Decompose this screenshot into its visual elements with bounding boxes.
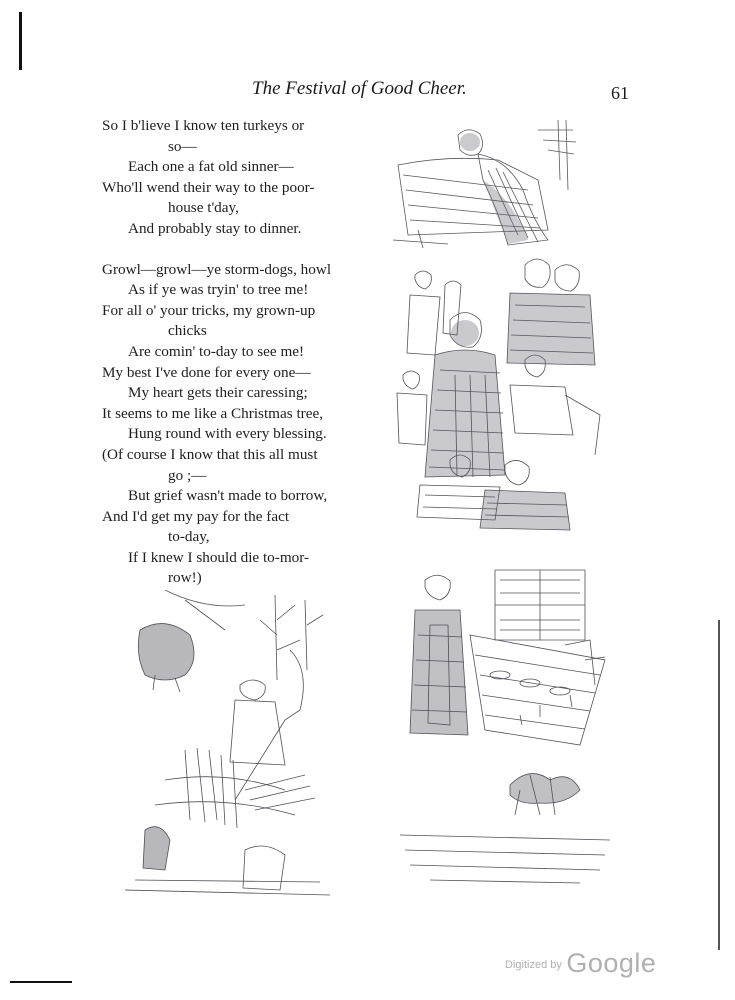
digitized-by-google-mark <box>505 948 656 979</box>
scan-edge-top-left <box>19 12 22 70</box>
poem-line: Growl—growl—ye storm-dogs, howl <box>102 260 332 278</box>
poem-line: Each one a fat old sinner— <box>128 158 294 176</box>
poem-line: so— <box>168 137 197 155</box>
poem-line: As if ye was tryin' to tree me! <box>128 281 309 299</box>
poem-line: Are comin' to-day to see me! <box>128 342 305 360</box>
google-logo: Google <box>566 948 657 978</box>
poem-line: Who'll wend their way to the poor- <box>102 178 315 196</box>
poem-line: So I b'lieve I know ten turkeys or <box>102 117 305 134</box>
illustration-bedside <box>388 120 578 250</box>
digitized-by-label: Digitized by <box>505 959 562 971</box>
page-number: 61 <box>611 83 629 103</box>
poem-line: It seems to me like a Christmas tree, <box>102 404 324 422</box>
poem-line: My heart gets their caressing; <box>128 384 308 402</box>
poem-line: And I'd get my pay for the fact <box>102 507 290 525</box>
poem-line: to-day, <box>168 528 210 546</box>
scan-edge-right <box>718 620 720 950</box>
poem-line: Hung round with every blessing. <box>128 425 327 443</box>
poem-line: chicks <box>168 322 207 340</box>
stanza-1 <box>102 116 372 240</box>
winter-engraving <box>125 590 330 910</box>
poem-line: go ;— <box>168 466 207 484</box>
poem-line: house t'day, <box>168 199 239 217</box>
poem-line: But grief wasn't made to borrow, <box>128 487 328 505</box>
illustration-winter-scene <box>125 590 330 910</box>
stanza-2 <box>102 260 372 590</box>
poem-line: And probably stay to dinner. <box>128 219 302 237</box>
poem-line: (Of course I know that this all must <box>102 445 318 463</box>
family-engraving <box>395 245 610 545</box>
running-title: The Festival of Good Cheer. <box>252 78 467 99</box>
bedside-engraving <box>388 120 578 250</box>
poem-line: If I knew I should die to-mor- <box>128 548 310 566</box>
dinner-table-engraving <box>390 565 615 895</box>
poem-line: For all o' your tricks, my grown-up <box>102 301 316 319</box>
illustration-family-gathering <box>395 245 610 545</box>
poem-line: My best I've done for every one— <box>102 363 311 381</box>
poem-line: row!) <box>168 569 202 587</box>
illustration-dinner-table <box>390 565 615 895</box>
scan-edge-bottom-left <box>10 981 72 983</box>
poem <box>102 116 372 609</box>
